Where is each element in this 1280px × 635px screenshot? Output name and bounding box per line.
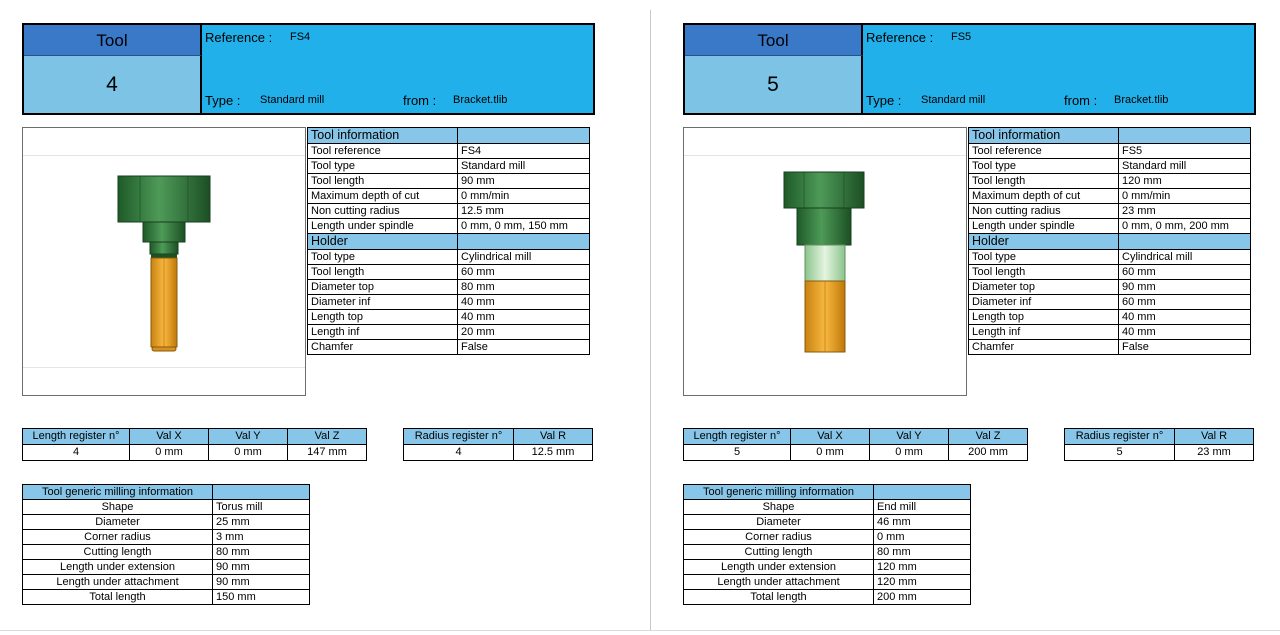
section-title: Tool information: [308, 128, 458, 144]
table-row: Length under extension 90 mm: [23, 560, 310, 575]
table-row: Tool reference FS4: [308, 144, 590, 159]
end-mill-illustration: [684, 128, 966, 395]
table-row: Tool length 120 mm: [969, 174, 1251, 189]
table-row: Corner radius 3 mm: [23, 530, 310, 545]
table-row: Tool length 60 mm: [969, 265, 1251, 280]
length-register-table: Length register n° Val X Val Y Val Z 5 0 mm 0 mm 200 mm: [683, 428, 1028, 461]
table-row: Tool type Cylindrical mill: [308, 250, 590, 265]
table-row: Length under spindle 0 mm, 0 mm, 150 mm: [308, 219, 590, 234]
tool-illustration-box: [683, 127, 967, 396]
table-row: Length under extension 120 mm: [684, 560, 971, 575]
table-row: Diameter inf 40 mm: [308, 295, 590, 310]
generic-milling-table: [22, 484, 310, 605]
table-row: Chamfer False: [308, 340, 590, 355]
tool-header: [683, 23, 1256, 115]
table-row: Cutting length 80 mm: [684, 545, 971, 560]
tool-number: 4: [24, 56, 202, 113]
table-row: Tool type Standard mill: [969, 159, 1251, 174]
length-register-table: Length register n° Val X Val Y Val Z 4 0 mm 0 mm 147 mm: [22, 428, 367, 461]
table-row: Tool type Cylindrical mill: [969, 250, 1251, 265]
table-row: Length top 40 mm: [308, 310, 590, 325]
table-row: Total length 150 mm: [23, 590, 310, 605]
table-row: Length under attachment 120 mm: [684, 575, 971, 590]
section-title: Tool generic milling information: [684, 485, 874, 500]
table-row: Length under attachment 90 mm: [23, 575, 310, 590]
tool-information-table: [968, 127, 1251, 355]
radius-register-table: Radius register n° Val R 5 23 mm: [1064, 428, 1254, 461]
type-value: Standard mill: [260, 94, 325, 106]
tool-information-table: [307, 127, 590, 355]
table-row: Length under spindle 0 mm, 0 mm, 200 mm: [969, 219, 1251, 234]
tool-sheet-5: [661, 0, 1280, 635]
from-value: Bracket.tlib: [453, 94, 508, 106]
type-value: Standard mill: [921, 94, 986, 106]
table-row: Length top 40 mm: [969, 310, 1251, 325]
section-title: Tool generic milling information: [23, 485, 213, 500]
table-row: Length inf 20 mm: [308, 325, 590, 340]
table-row: Non cutting radius 23 mm: [969, 204, 1251, 219]
table-row: Corner radius 0 mm: [684, 530, 971, 545]
table-row: Cutting length 80 mm: [23, 545, 310, 560]
table-row: Length inf 40 mm: [969, 325, 1251, 340]
tool-header: [22, 23, 595, 115]
section-title: Holder: [308, 234, 458, 250]
torus-mill-illustration: [23, 128, 305, 395]
from-value: Bracket.tlib: [1114, 94, 1169, 106]
table-row: Shape End mill: [684, 500, 971, 515]
table-row: Diameter 46 mm: [684, 515, 971, 530]
table-row: Maximum depth of cut 0 mm/min: [308, 189, 590, 204]
tool-label: Tool: [685, 25, 863, 56]
reference-label: Reference :: [205, 30, 273, 45]
table-row: Tool reference FS5: [969, 144, 1251, 159]
tool-label: Tool: [24, 25, 202, 56]
table-row: Maximum depth of cut 0 mm/min: [969, 189, 1251, 204]
table-row: Tool type Standard mill: [308, 159, 590, 174]
table-row: Non cutting radius 12.5 mm: [308, 204, 590, 219]
type-label: Type :: [205, 93, 241, 108]
type-label: Type :: [866, 93, 902, 108]
table-row: Chamfer False: [969, 340, 1251, 355]
from-label: from :: [1064, 93, 1098, 108]
table-row: Tool length 60 mm: [308, 265, 590, 280]
radius-register-table: Radius register n° Val R 4 12.5 mm: [403, 428, 593, 461]
table-row: Tool length 90 mm: [308, 174, 590, 189]
tool-number: 5: [685, 56, 863, 113]
reference-value: FS4: [290, 31, 311, 43]
generic-milling-table: [683, 484, 971, 605]
table-row: Diameter 25 mm: [23, 515, 310, 530]
table-row: Total length 200 mm: [684, 590, 971, 605]
section-title: Tool information: [969, 128, 1119, 144]
table-row: Shape Torus mill: [23, 500, 310, 515]
table-row: Diameter inf 60 mm: [969, 295, 1251, 310]
table-row: Diameter top 90 mm: [969, 280, 1251, 295]
table-row: Diameter top 80 mm: [308, 280, 590, 295]
from-label: from :: [403, 93, 437, 108]
tool-illustration-box: [22, 127, 306, 396]
page-divider: [650, 10, 651, 630]
reference-value: FS5: [951, 31, 972, 43]
section-title: Holder: [969, 234, 1119, 250]
reference-label: Reference :: [866, 30, 934, 45]
